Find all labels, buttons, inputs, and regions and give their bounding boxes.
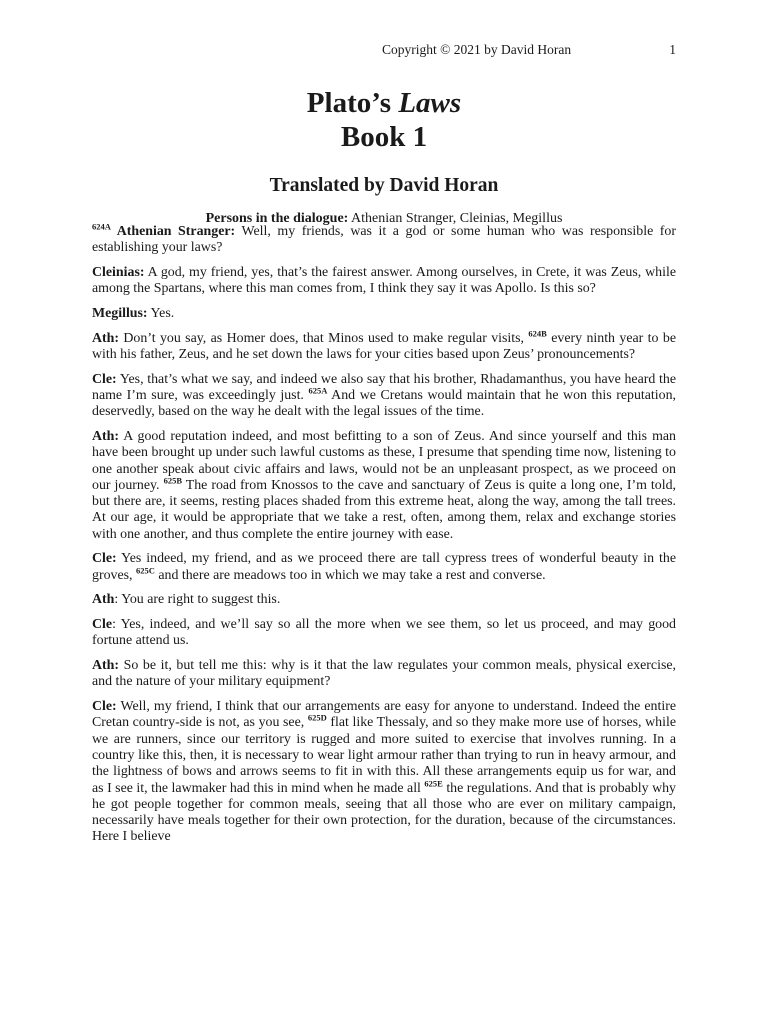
dialogue-text: flat like Thessaly, and so they make more use of horses, while we are runners, since our territory is rugged and more suited to exercise that involves running. In a country like this, then, it is necessary to wear light armour rather than trying to run in heavy armour, and the lightness of bows and arrows seems to fit in with this. All these arrangements equip us for war, and as I see it, the lawmaker had this in mind when he made all — [92, 715, 676, 796]
title-italic: Laws — [398, 87, 462, 119]
document-title — [92, 86, 676, 120]
dialogue-text: : Yes, indeed, and we’ll say so all the more when we see them, so let us proceed, and may good fortune attend us. — [92, 617, 676, 649]
stephanus-marker: 625C — [135, 565, 155, 576]
speaker-label: Athenian Stranger: — [110, 224, 236, 239]
dialogue-text: Yes, that’s what we say, and indeed we also say that his brother, Rhadamanthus, you have heard the name I’m sure, was exceedingly just. — [92, 371, 676, 403]
dialogue-paragraph — [92, 372, 676, 421]
dialogue-text: Don’t you say, as Homer does, that Minos used to make regular visits, — [119, 330, 529, 346]
dialogue-paragraph — [92, 617, 676, 650]
speaker-label: Ath: — [92, 428, 120, 444]
persons-names: Athenian Stranger, Cleinias, Megillus — [348, 211, 563, 226]
dialogue-text: and there are meadows too in which we may take a rest and converse. — [154, 567, 546, 583]
stephanus-marker: 625D — [307, 712, 327, 723]
page-number: 1 — [669, 42, 676, 57]
stephanus-marker: 625E — [424, 777, 443, 788]
dialogue-paragraph — [92, 429, 676, 543]
dialogue-text: every ninth year to be with his father, Zeus, and he set down the laws for your cities based upon Zeus’ pronouncements? — [92, 330, 676, 362]
dialogue-paragraph — [92, 221, 676, 257]
dialogue-text: So be it, but tell me this: why is it that the law regulates your common meals, physical exercise, and the nature of your military equipment? — [92, 658, 676, 690]
page-header — [92, 42, 676, 60]
speaker-label: Cle: — [92, 699, 117, 715]
stephanus-marker: 625B — [163, 475, 182, 486]
speaker-label: Ath: — [92, 330, 120, 346]
speaker-label: Megillus: — [92, 305, 148, 321]
translator-subtitle: Translated by David Horan — [269, 175, 499, 196]
dialogue-body — [92, 221, 676, 854]
dialogue-paragraph — [92, 551, 676, 584]
dialogue-paragraph — [92, 328, 676, 364]
persons-label: Persons in the dialogue: — [205, 211, 349, 226]
speaker-label: Cle — [92, 617, 113, 633]
dialogue-text: And we Cretans would maintain that he won this reputation, deservedly, based on the way he dealt with the legal issues of the time. — [92, 387, 676, 420]
dialogue-text: Well, my friend, I think that our arrangements are easy for anyone to understand. Indeed the entire Cretan country-side is not, as you see, — [92, 699, 676, 731]
stephanus-marker: 625A — [308, 385, 328, 396]
stephanus-marker: 624B — [528, 328, 547, 339]
dialogue-paragraph — [92, 699, 676, 846]
copyright-notice: Copyright © 2021 by David Horan — [382, 42, 572, 57]
stephanus-marker: 624A — [92, 221, 111, 232]
dialogue-text: The road from Knossos to the cave and sanctuary of Zeus is quite a long one, I’m told, but there are, it seems, resting places shaded from this extreme heat, along the way, among the tall trees. At our age, it would be appropriate that we take a rest, often, among them, relax and exchange stories with one another, and thus complete the entire journey with ease. — [92, 477, 676, 542]
dialogue-text: A god, my friend, yes, that’s the fairest answer. Among ourselves, in Crete, it was Zeus, while among the Spartans, where this man comes from, I think they say it was Apollo. Is this so? — [92, 264, 676, 297]
dialogue-paragraph — [92, 306, 676, 322]
dialogue-text: Yes. — [147, 305, 175, 321]
title-prefix: Plato’s — [306, 87, 399, 119]
dialogue-paragraph — [92, 658, 676, 691]
speaker-label: Cle: — [92, 551, 117, 567]
speaker-label: Ath — [92, 592, 115, 608]
title-block — [92, 86, 676, 228]
dialogue-text: Yes indeed, my friend, and as we proceed there are tall cypress trees of wonderful beauty in the groves, — [92, 551, 676, 583]
dialogue-paragraph — [92, 265, 676, 298]
speaker-label: Cle: — [92, 371, 117, 387]
speaker-label: Cleinias: — [92, 264, 145, 280]
speaker-label: Ath: — [92, 658, 120, 674]
dialogue-text: the regulations. And that is probably why he got people together for common meals, seeing that all those who are ever on military campaign, necessarily have meals together for their own protection, for the duration, because of the circumstances. Here I believe — [92, 780, 676, 845]
dialogue-text: : You are right to suggest this. — [114, 592, 281, 608]
dialogue-paragraph — [92, 592, 676, 608]
dialogue-text: Well, my friends, was it a god or some human who was responsible for establishing your laws? — [92, 224, 676, 256]
book-title: Book 1 — [340, 121, 428, 153]
dialogue-text: A good reputation indeed, and most befitting to a son of Zeus. And since yourself and this man have been brought up under such lawful customs as these, I presume that spending time now, listening to one another speak about civic affairs and laws, would not be an unpleasant prospect, as we proceed on our journey. — [92, 428, 676, 493]
